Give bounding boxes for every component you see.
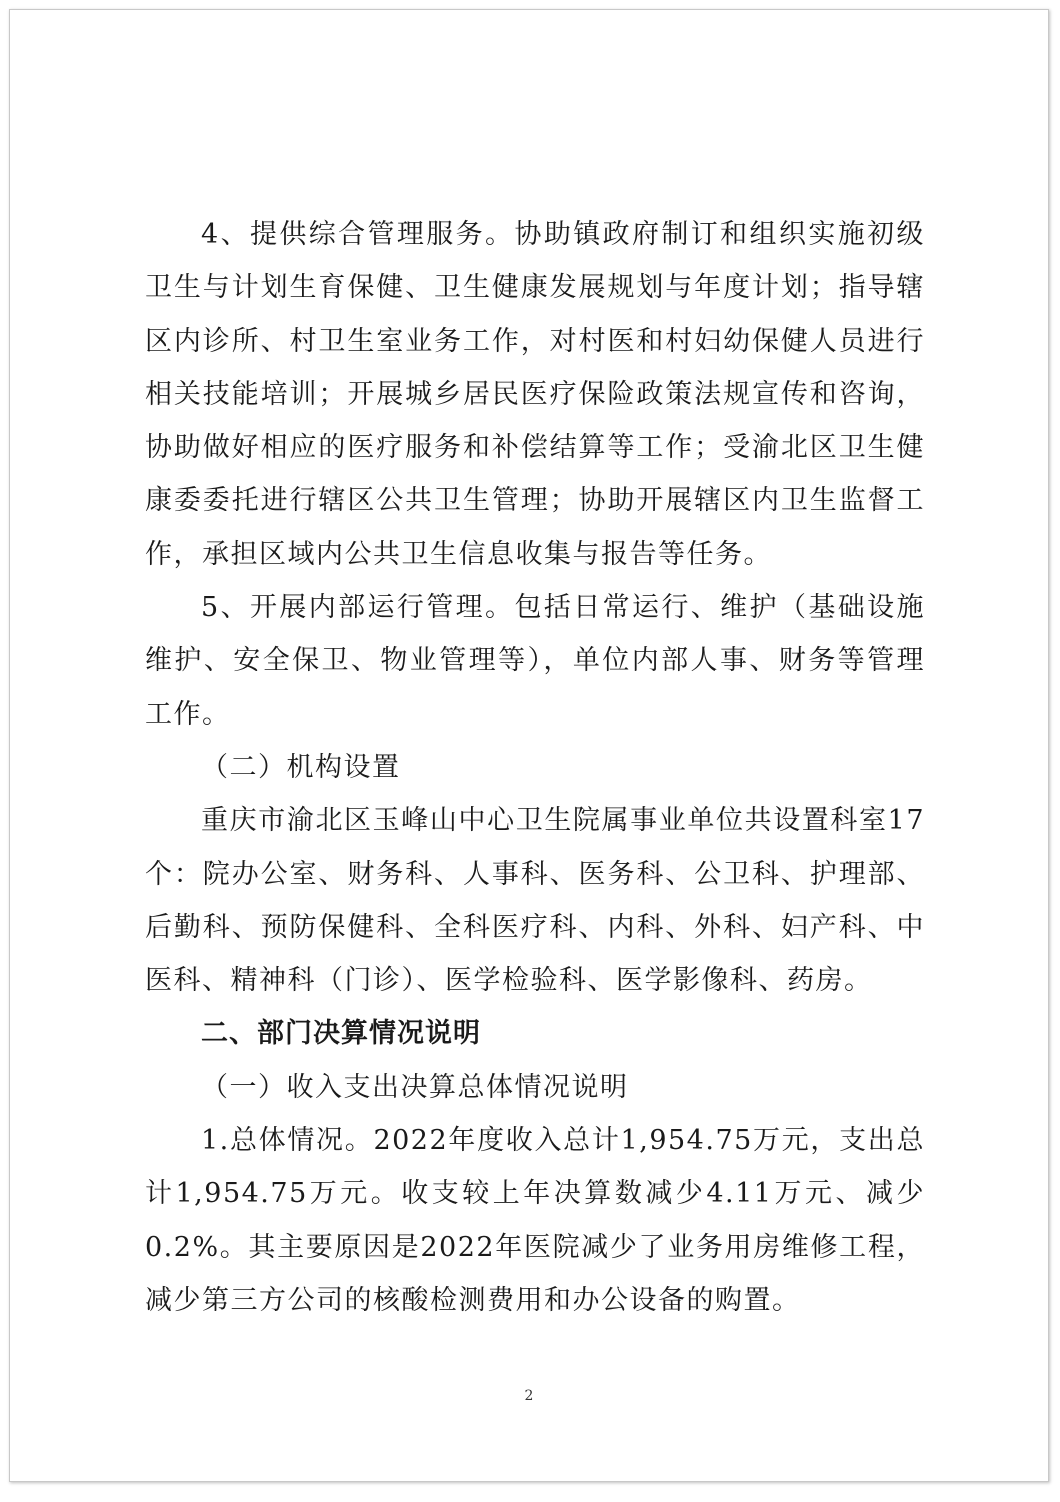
document-body xyxy=(145,208,925,1327)
paragraph-comprehensive-management: 4、提供综合管理服务。协助镇政府制订和组织实施初级卫生与计划生育保健、卫生健康发展规划与年度计划；指导辖区内诊所、村卫生室业务工作，对村医和村妇幼保健人员进行相关技能培训；开展城乡居民医疗保险政策法规宣传和咨询，协助做好相应的医疗服务和补偿结算等工作；受渝北区卫生健康委委托进行辖区公共卫生管理；协助开展辖区内卫生监督工作，承担区域内公共卫生信息收集与报告等任务。 xyxy=(145,219,925,570)
document-page xyxy=(9,9,1049,1482)
section-heading-final-accounts: 二、部门决算情况说明 xyxy=(201,1018,481,1050)
paragraph-internal-operation: 5、开展内部运行管理。包括日常运行、维护（基础设施维护、安全保卫、物业管理等），单位内部人事、财务等管理工作。 xyxy=(145,592,925,730)
subheading-income-expenditure: （一）收入支出决算总体情况说明 xyxy=(201,1071,629,1103)
paragraph-overall-situation: 1.总体情况。2022年度收入总计1,954.75万元，支出总计1,954.75万元。收支较上年决算数减少4.11万元、减少0.2%。其主要原因是2022年医院减少了业务用房维修工程，减少第三方公司的核酸检测费用和办公设备的购置。 xyxy=(145,1125,925,1316)
page-number: 2 xyxy=(524,1388,534,1404)
subheading-organization: （二）机构设置 xyxy=(201,751,401,783)
paragraph-departments: 重庆市渝北区玉峰山中心卫生院属事业单位共设置科室17个：院办公室、财务科、人事科、医务科、公卫科、护理部、后勤科、预防保健科、全科医疗科、内科、外科、妇产科、中医科、精神科（门诊）、医学检验科、医学影像科、药房。 xyxy=(145,805,925,997)
